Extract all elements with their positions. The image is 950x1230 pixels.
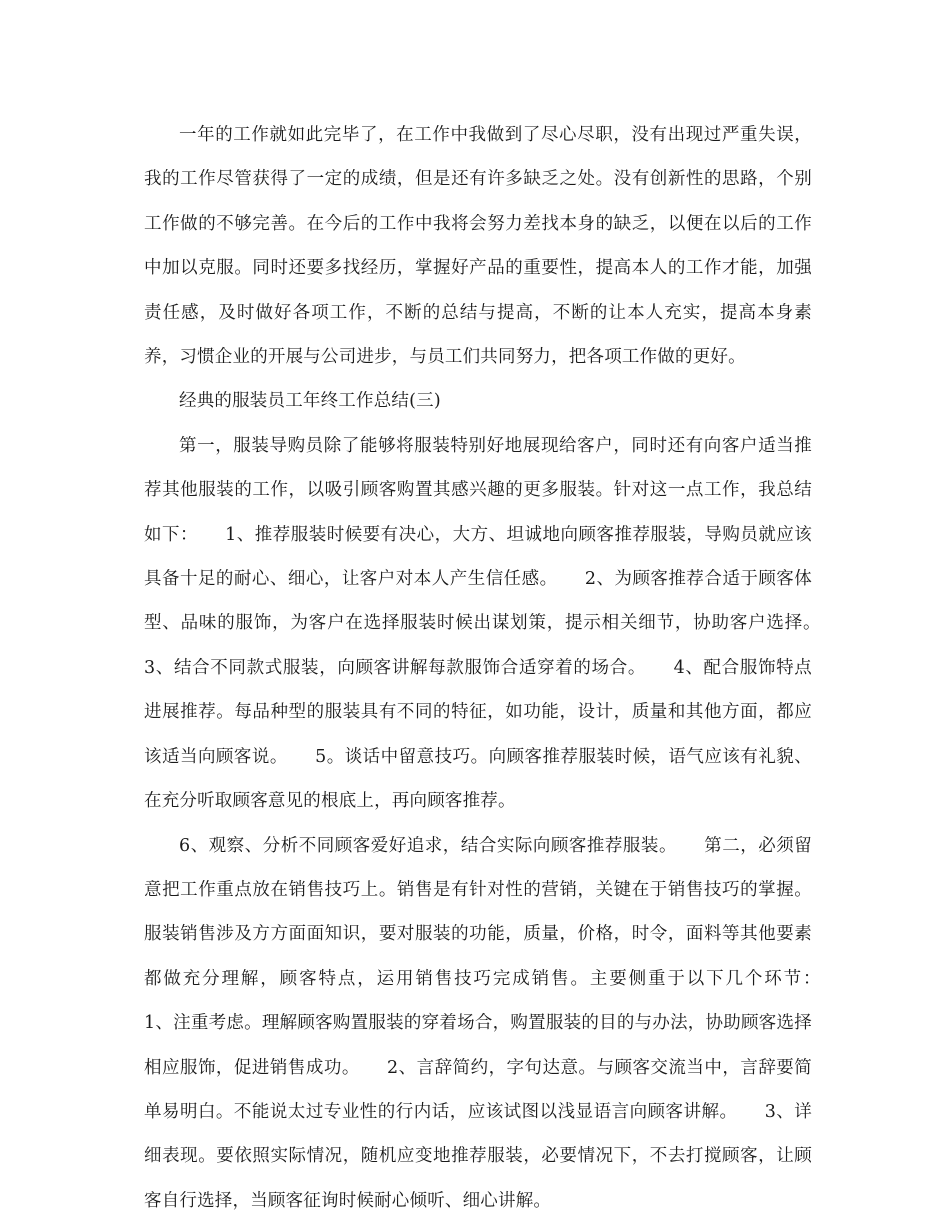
document-body [144,113,848,1223]
section-heading: 经典的服装员工年终工作总结(三) [179,391,441,412]
paragraph-second-point: 6、观察、分析不同顾客爱好追求，结合实际向顾客推荐服装。 第二，必须留意把工作重点放在销售技巧上。销售是有针对性的营销，关键在于销售技巧的掌握。服装销售涉及方方面面知识，要对服装的功能，质量，价格，时令，面料等其他要素都做充分理解，顾客特点，运用销售技巧完成销售。主要侧重于以下几个环节： 1、注重考虑。理解顾客购置服装的穿着场合，购置服装的目的与办法，协助顾客选择相应服饰，促进销售成功。 2、言辞简约，字句达意。与顾客交流当中，言辞要简单易明白。不能说太过专业性的行内话，应该试图以浅显语言向顾客讲解。 3、详细表现。要依照实际情况，随机应变地推荐服装，必要情况下，不去打搅顾客，让顾客自行选择，当顾客征询时候耐心倾听、细心讲解。 [144,835,848,1211]
paragraph-summary-closing: 一年的工作就如此完毕了，在工作中我做到了尽心尽职，没有出现过严重失误，我的工作尽管获得了一定的成绩，但是还有许多缺乏之处。没有创新性的思路，个别工作做的不够完善。在今后的工作中我将会努力差找本身的缺乏，以便在以后的工作中加以克服。同时还要多找经历，掌握好产品的重要性，提高本人的工作才能，加强责任感，及时做好各项工作，不断的总结与提高，不断的让本人充实，提高本身素养，习惯企业的开展与公司进步，与员工们共同努力，把各项工作做的更好。 [144,125,812,368]
paragraph-first-point: 第一，服装导购员除了能够将服装特别好地展现给客户，同时还有向客户适当推荐其他服装的工作，以吸引顾客购置其感兴趣的更多服装。针对这一点工作，我总结如下： 1、推荐服装时候要有决心，大方、坦诚地向顾客推荐服装，导购员就应该具备十足的耐心、细心，让客户对本人产生信任感。 2、为顾客推荐合适于顾客体型、品味的服饰，为客户在选择服装时候出谋划策，提示相关细节，协助客户选择。 3、结合不同款式服装，向顾客讲解每款服饰合适穿着的场合。 4、配合服饰特点进展推荐。每品种型的服装具有不同的特征，如功能，设计，质量和其他方面，都应该适当向顾客说。 5。谈话中留意技巧。向顾客推荐服装时候，语气应该有礼貌、在充分听取顾客意见的根底上，再向顾客推荐。 [144,435,848,812]
